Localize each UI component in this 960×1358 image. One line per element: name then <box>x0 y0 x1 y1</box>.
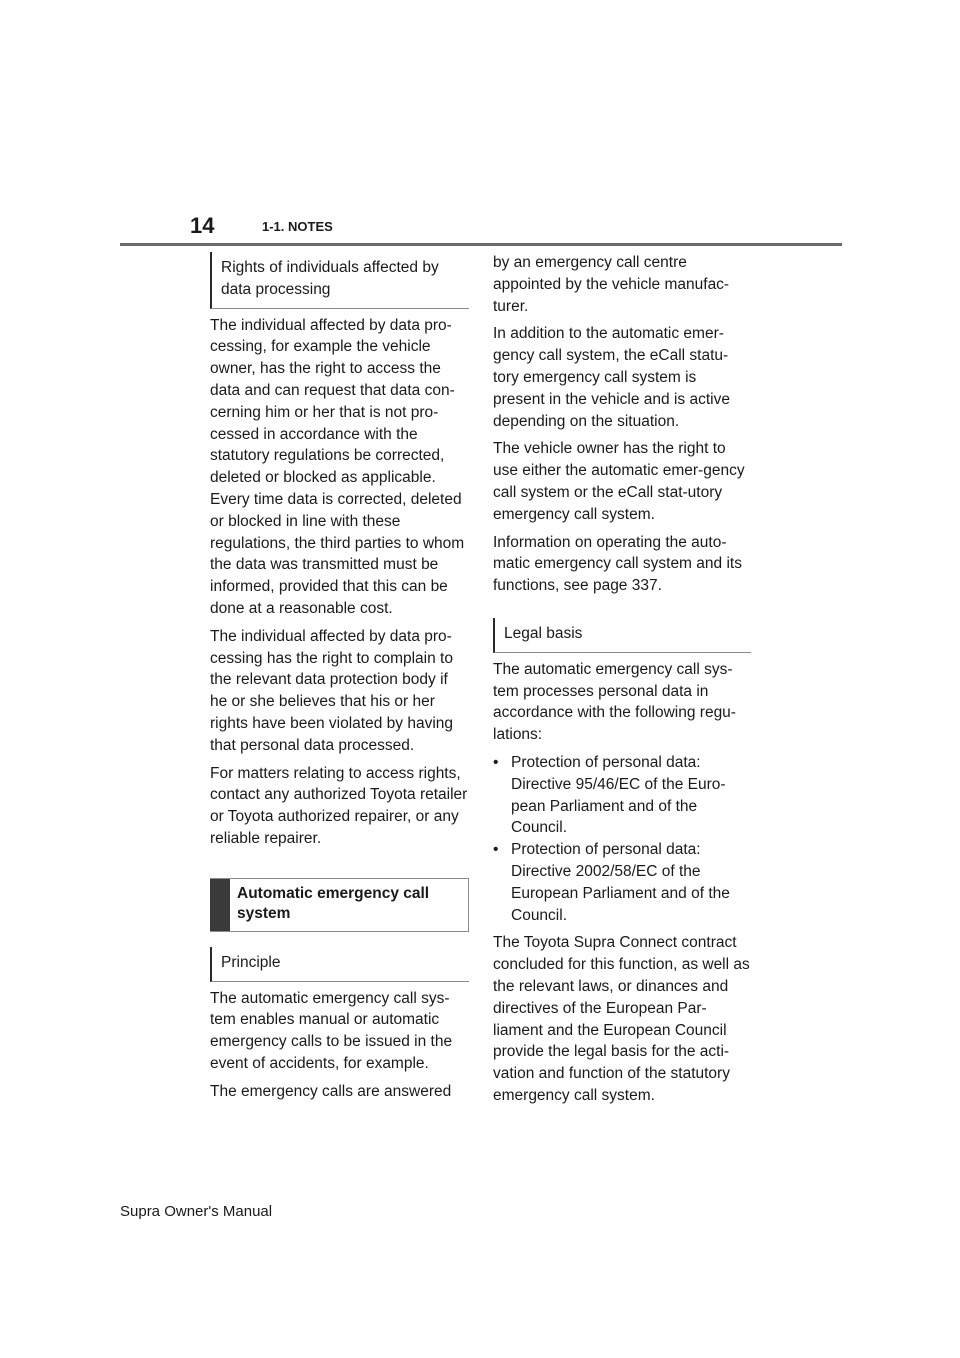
paragraph: The vehicle owner has the right to use either the automatic emer-gency call system or the eCall stat-utory emergency call system. <box>493 440 745 523</box>
right-column <box>493 252 751 1113</box>
list-item-text: Protection of personal data: Directive 2002/58/EC of the European Parliament and of the Council. <box>511 841 730 924</box>
header-divider <box>120 243 842 246</box>
paragraph: In addition to the automatic emer-gency call system, the eCall statu-tory emergency call system is present in the vehicle and is active depending on the situation. <box>493 325 730 430</box>
page-number: 14 <box>190 213 215 238</box>
paragraph: The individual affected by data pro-cessing has the right to complain to the relevant data protection body if he or she believes that his or her rights have been violated by having that personal data processed. <box>210 627 453 754</box>
subhead-rights: Rights of individuals affected by data processing <box>210 252 469 309</box>
footer-manual-title: Supra Owner's Manual <box>120 1203 273 1220</box>
heading-ecall <box>210 878 469 932</box>
bullet-icon: • <box>493 841 499 859</box>
paragraph: by an emergency call centre appointed by the vehicle manufac-turer. <box>493 254 730 315</box>
paragraph: For matters relating to access rights, contact any authorized Toyota retailer or Toyota authorized repairer, or any reliable repairer. <box>210 764 468 847</box>
paragraph: The Toyota Supra Connect contract concluded for this function, as well as the relevant laws, or dinances and directives of the European Par-liament and the European Council provide the legal basis for the acti-vation and function of the statutory emergency call system. <box>493 934 750 1104</box>
list-item <box>493 839 751 926</box>
paragraph: Information on operating the auto-matic emergency call system and its functions, see page 337. <box>493 533 742 595</box>
heading-ecall-text: Automatic emergency call system <box>237 884 430 922</box>
bullet-icon: • <box>493 753 499 771</box>
paragraph: The emergency calls are answered <box>210 1082 452 1100</box>
list-item-text: Protection of personal data: Directive 95/46/EC of the Euro-pean Parliament and of the Council. <box>511 753 726 837</box>
subhead-legal-basis: Legal basis <box>493 618 751 653</box>
list-item <box>493 752 751 839</box>
left-column <box>210 252 469 1109</box>
heading-bar <box>210 879 230 931</box>
paragraph: The automatic emergency call sys-tem enables manual or automatic emergency calls to be issued in the event of accidents, for example. <box>210 989 453 1072</box>
section-title: 1-1. NOTES <box>262 219 333 234</box>
paragraph: The individual affected by data pro-cessing, for example the vehicle owner, has the right to access the data and can request that data con-cerning him or her that is not pro-cessed in accordance with the statutory regulations be corrected, deleted or blocked as applicable. Every time data is corrected, deleted or blocked in line with these regulations, the third parties to whom the data was transmitted must be informed, provided that this can be done at a reasonable cost. <box>210 316 465 617</box>
regulations-list <box>493 752 751 926</box>
paragraph: The automatic emergency call sys-tem processes personal data in accordance with the following regu-lations: <box>493 660 736 744</box>
subhead-principle: Principle <box>210 947 469 982</box>
